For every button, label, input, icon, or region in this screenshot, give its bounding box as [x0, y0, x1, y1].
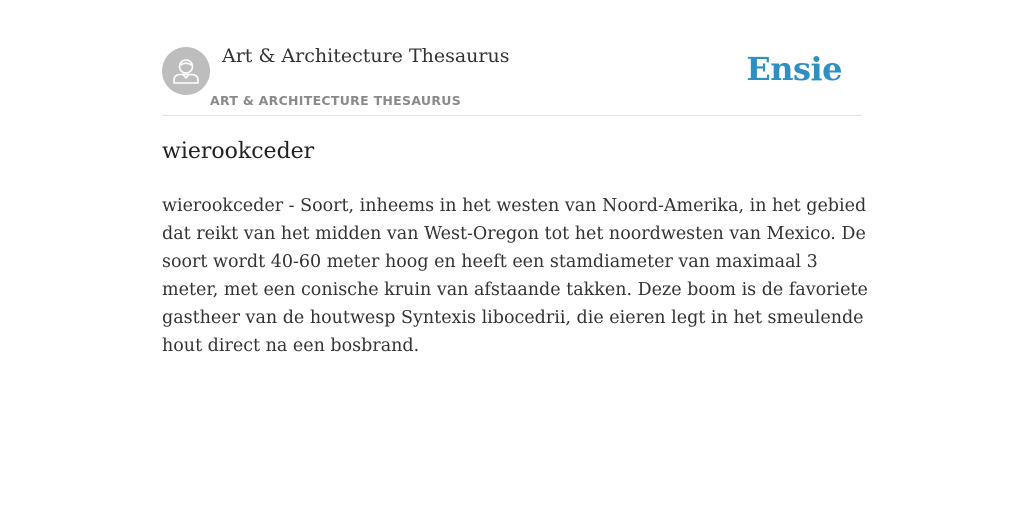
source-title[interactable]: Art & Architecture Thesaurus [222, 45, 510, 67]
avatar[interactable] [162, 47, 210, 95]
source-subtitle: ART & ARCHITECTURE THESAURUS [210, 93, 462, 108]
user-outline-icon [162, 47, 210, 95]
source-header [162, 40, 862, 116]
brand-logo[interactable]: Ensie [746, 50, 842, 88]
term-title: wierookceder [162, 139, 315, 164]
term-definition: wierookceder - Soort, inheems in het westen van Noord-Amerika, in het gebied dat reikt van het midden van West-Oregon tot het noordwesten van Mexico. De soort wordt 40-60 meter hoog en heeft een stamdiameter van maximaal 3 meter, met een conische kruin van afstaande takken. Deze boom is de favoriete gastheer van de houtwesp Syntexis libocedrii, die eieren legt in het smeulende hout direct na een bosbrand. [162, 196, 868, 356]
